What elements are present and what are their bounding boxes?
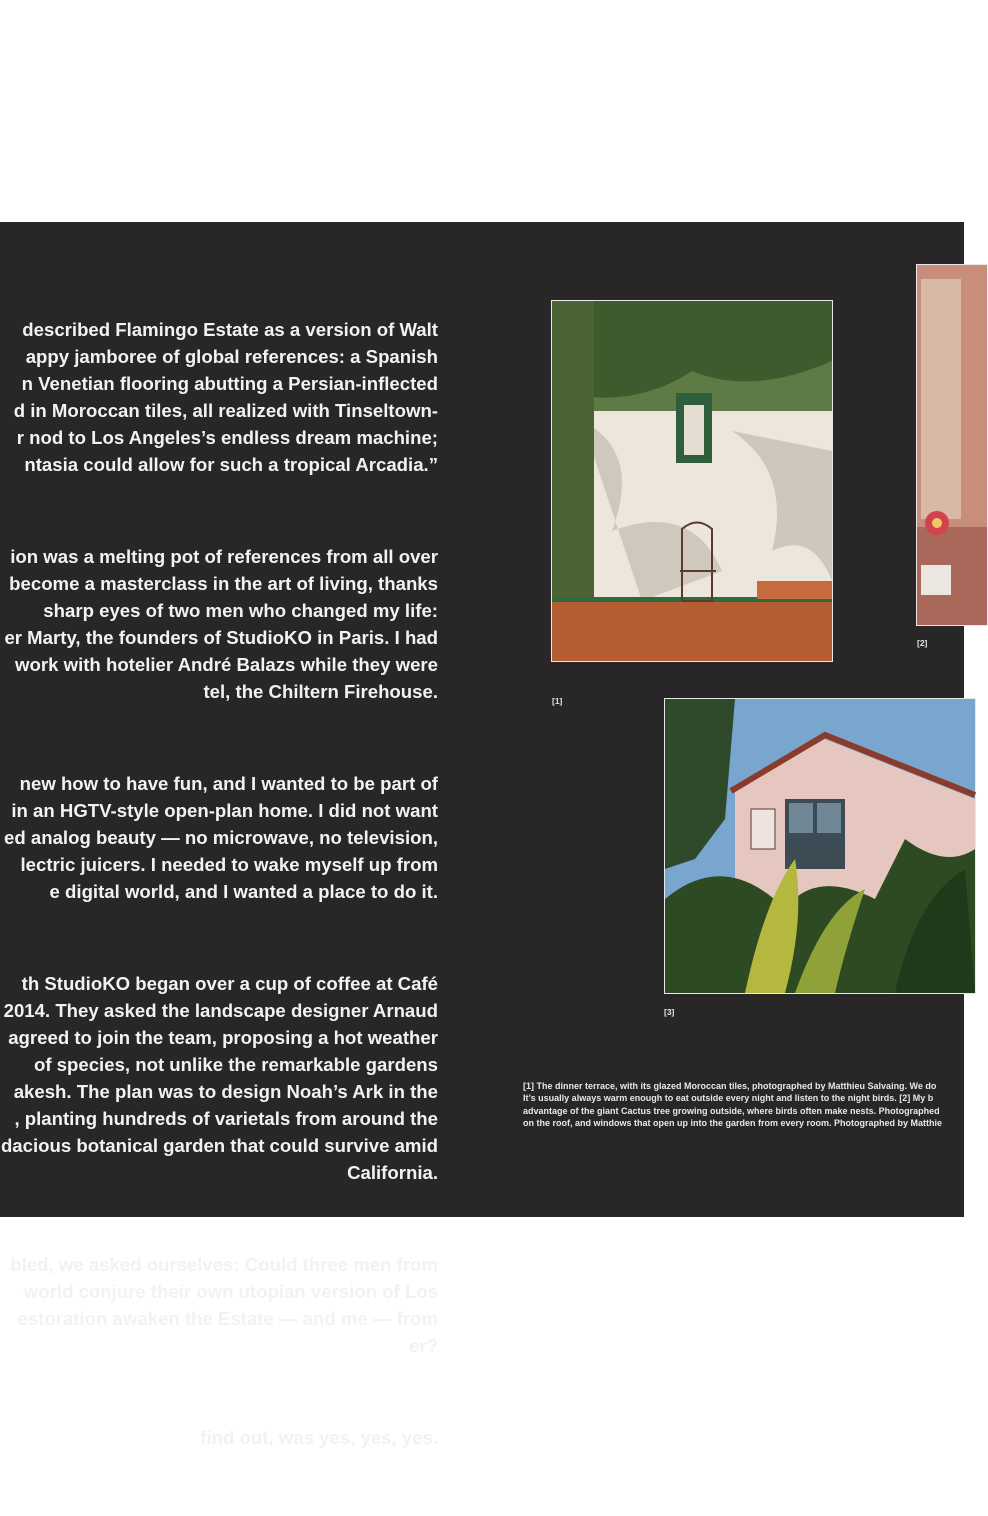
paragraph: th StudioKO began over a cup of coffee at Café 2014. They asked the landscape designer Arnaud agreed to join the team, proposing a hot weather of species, not unlike the remarkable gardens akesh. The plan was to design Noah’s Ark in the , planting hundreds of varietals from around the dacious botanical garden that could survive amid California. xyxy=(0,973,438,1183)
photo-captions: [1] The dinner terrace, with its glazed Moroccan tiles, photographed by Matthieu Salvaing. We do It’s usually always warm enough to eat outside every night and listen to the night birds. [2] My b advantage of the giant Cactus tree growing outside, where birds often make nests. Photographed on the roof, and windows that open up into the garden from every room. Photographed by Matthie xyxy=(523,1081,943,1129)
paragraph: described Flamingo Estate as a version of Walt appy jamboree of global references: a Spanish n Venetian flooring abutting a Persian-inflected d in Moroccan tiles, all realized with Tinseltown- r nod to Los Angeles’s endless dream machine; ntasia could allow for such a tropical Arcadia.” xyxy=(13,319,438,475)
photo-dinner-terrace xyxy=(551,300,833,662)
paragraph: bled, we asked ourselves: Could three men from world conjure their own utopian version of Los estoration awaken the Estate — and me — from er? xyxy=(10,1254,438,1356)
paragraph: find out, was yes, yes, yes. xyxy=(200,1427,438,1448)
figure-number: [1] xyxy=(552,696,563,706)
body-text-column xyxy=(0,262,438,1516)
paragraph: new how to have fun, and I wanted to be part of in an HGTV-style open-plan home. I did not want ed analog beauty — no microwave, no television, lectric juicers. I needed to wake myself up from e digital world, and I wanted a place to do it. xyxy=(4,773,438,902)
magazine-spread xyxy=(0,222,964,1448)
figure-number: [2] xyxy=(917,638,928,648)
paragraph: ion was a melting pot of references from all over become a masterclass in the art of living, thanks sharp eyes of two men who changed my life: er Marty, the founders of StudioKO in Paris. I had work with hotelier André Balazs while they were tel, the Chiltern Firehouse. xyxy=(4,546,438,702)
photo-interior xyxy=(916,264,988,626)
photo-house-exterior xyxy=(664,698,976,994)
figure-number: [3] xyxy=(664,1007,675,1017)
